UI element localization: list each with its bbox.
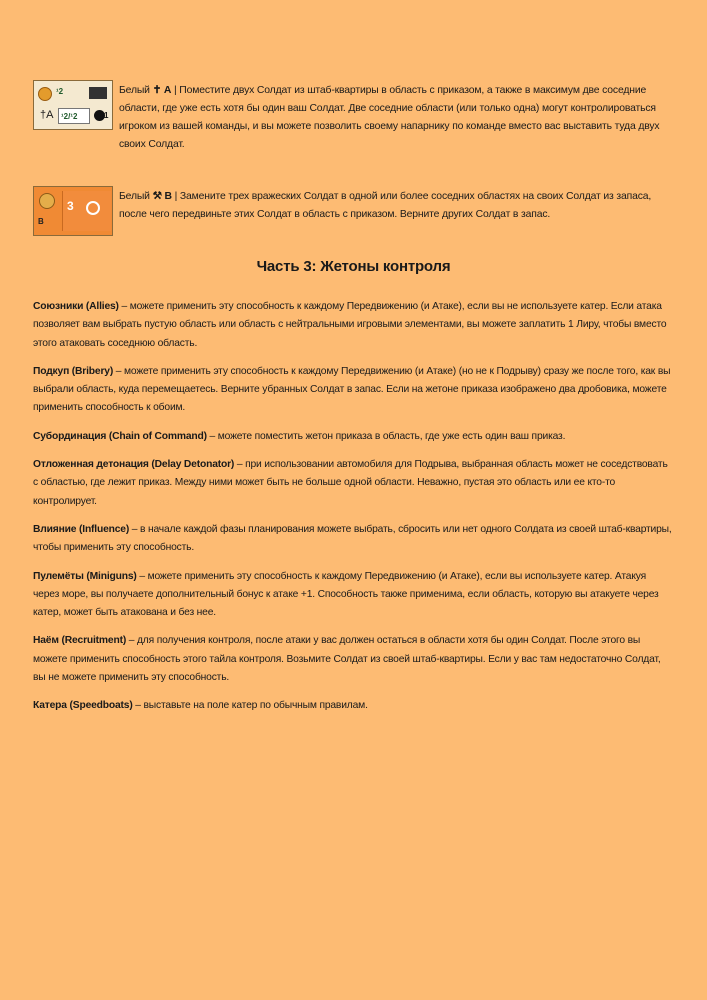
entry-name: Влияние (Influence) [33,523,130,535]
soldier-box [58,108,90,124]
medal-icon [39,193,55,209]
vehicle-icon [89,87,107,99]
entry-text: – можете поместить жетон приказа в область, где уже есть один ваш приказ. [206,430,566,442]
entry-text: – выставьте на поле катер по обычным правилам. [132,700,368,712]
medal-icon [38,87,52,101]
target-icon [86,201,100,215]
tile-symbol: ⚒ B [152,191,172,202]
entry-bribery [33,363,673,418]
tile-description [119,186,669,236]
entry-allies [33,298,673,353]
entry-name: Наём (Recruitment) [33,635,127,647]
control-tile-image-b [33,186,113,236]
section-title: Часть 3: Жетоны контроля [256,258,451,275]
entry-text: – для получения контроля, после атаки у вас должен остаться в области хотя бы один Солдат. После этого вы можете применить способность этого тайла контроля. Возьмите Солдат из своей штаб-квартиры. Если у вас там недостаточно Солдат, вы не можете применить эту способность. [33,635,661,684]
tile-color: Белый [119,85,150,96]
tile-color: Белый [119,191,150,202]
entry-chain-of-command [33,428,673,446]
entry-text: – можете применить эту способность к каждому Передвижению (и Атаке) (но не к Подрыву) сразу же после того, как вы выбрали область, куда перемещаетесь. Верните убранных Солдат в запас. Если на жетоне приказа изображено два дробовика, можете применить способность к обоим. [33,365,671,414]
entry-delay-detonator [33,456,673,511]
entry-speedboats [33,697,673,715]
tile-label: ¹2/¹2 [61,112,78,121]
entry-text: – можете применить эту способность к каждому Передвижению (и Атаке), если вы не используете катер. Если атака позволяет вам выбрать пустую область или область с нейтральными игровыми элементами, вы можете заплатить 1 Лиру, чтобы вместо этого атаковать соседнюю область. [33,301,667,349]
tile-label: B [38,217,44,226]
entry-name: Субординация (Chain of Command) [33,430,207,442]
entry-text: – в начале каждой фазы планирования можете выбрать, сбросить или нет одного Солдата из своей штаб-квартиры, чтобы применить эту способность. [33,523,672,554]
tile-symbol: ✝ A [152,85,172,96]
entry-recruitment [33,632,673,687]
cross-icon: †A [40,109,54,121]
entry-name: Союзники (Allies) [33,301,119,312]
soldier-count: 3 [67,199,74,213]
entry-text: – можете применить эту способность к каждому Передвижению (и Атаке), если вы используете катер. Атакуя через море, вы получаете дополнительный бонус к атаке +1. Способность также применима, если область, которую вы атакуете через катер, может быть атакована и без нее. [33,570,659,619]
tile-label: 1 [104,111,109,120]
entry-influence [33,521,673,558]
entry-name: Пулемёты (Miniguns) [33,570,137,582]
tile-text: | Поместите двух Солдат из штаб-квартиры в область с приказом, а также в максимум две соседние области, где уже есть хотя бы один ваш Солдат. Две соседние области (или только одна) могут контролироваться игроком из вашей команды, и вы можете позволить своему напарнику по команде вместо вас выставить туда двух своих Солдат. [119,85,660,150]
entry-name: Катера (Speedboats) [33,700,133,712]
tile-label: ¹2 [56,87,64,96]
tile-ability-white-a [33,80,669,154]
entry-name: Подкуп (Bribery) [33,365,114,377]
tile-text: | Замените трех вражеских Солдат в одной или более соседних областях на своих Солдат из запаса, после чего передвиньте этих Солдат в область с приказом. Верните других Солдат в запас. [119,191,652,220]
entry-miniguns [33,568,673,623]
tile-ability-white-b [33,186,669,236]
entry-text: – при использовании автомобиля для Подрыва, выбранная область может не соседствовать с областью, где лежит приказ. Между ними может быть не больше одной области. Неважно, пустая это область или ее кто-то контролирует. [33,459,668,507]
control-tile-image-a [33,80,113,130]
tile-description [119,80,669,154]
entry-name: Отложенная детонация (Delay Detonator) [33,459,235,471]
control-token-list [33,298,673,726]
